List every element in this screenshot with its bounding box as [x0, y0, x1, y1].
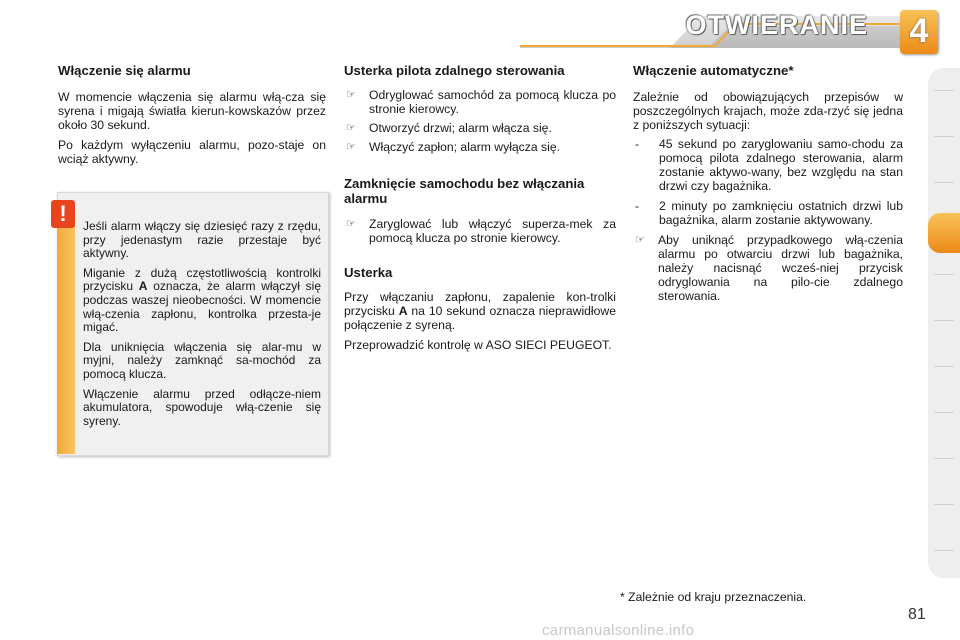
tab-divider	[934, 136, 954, 137]
paragraph: Zależnie od obowiązujących przepisów w poszczególnych krajach, może zda-rzyć się jedna z poniższych sytuacji:	[633, 90, 903, 132]
text-run: oznacza, że alarm włączył się podczas waszej nieobecności. W momencie włą-czenia zapłonu, kontrolka przesta-je migać.	[83, 279, 322, 335]
section-heading: Włączenie automatyczne*	[633, 63, 794, 78]
paragraph: Przeprowadzić kontrolę w ASO SIECI PEUGEOT.	[344, 338, 612, 352]
column-alarm-trigger	[58, 63, 326, 166]
chapter-tabs	[928, 68, 960, 578]
paragraph: W momencie włączenia się alarmu włą-cza się syrena i migają światła kierun-kowskazów przez około 30 sekund.	[58, 90, 326, 132]
warning-paragraph: Dla uniknięcia włączenia się alar-mu w myjni, należy zamknąć sa-mochód za pomocą klucza.	[83, 339, 321, 381]
column-auto-activation	[633, 63, 903, 308]
chapter-number: 4	[909, 12, 929, 50]
text-run: Przy włączaniu zapłonu, zapalenie kon-trolki przycisku	[344, 290, 616, 318]
chapter-badge	[900, 10, 938, 54]
tab-divider	[934, 366, 954, 367]
warning-paragraph: Jeśli alarm włączy się dziesięć razy z rzędu, przy jedenastym razie przestaje być aktywny.	[83, 219, 321, 261]
column-remote-failure	[344, 63, 616, 352]
button-a-label: A	[398, 304, 408, 318]
button-a-label: A	[138, 279, 148, 294]
section-heading: Włączenie się alarmu	[58, 63, 191, 78]
footnote: * Zależnie od kraju przeznaczenia.	[620, 590, 807, 604]
page-number: 81	[908, 606, 926, 623]
hand-pointer-icon: ☞	[346, 218, 356, 230]
dash-marker: -	[635, 199, 640, 213]
paragraph: Po każdym wyłączeniu alarmu, pozo-staje on wciąż aktywny.	[58, 138, 326, 166]
section-heading: Usterka pilota zdalnego sterowania	[344, 63, 565, 78]
section-heading: Zamknięcie samochodu bez włączania alarmu	[344, 176, 585, 206]
text-run: Miganie z dużą częstotliwością kontrolki przycisku	[83, 265, 321, 294]
section-heading: Usterka	[344, 265, 393, 280]
tab-divider	[934, 550, 954, 551]
hand-pointer-icon: ☞	[346, 122, 356, 134]
warning-paragraph: Włączenie alarmu przed odłącze-niem akumulatora, spowoduje włą-czenie się syreny.	[83, 386, 321, 428]
tab-divider	[934, 458, 954, 459]
list-item-text: 45 sekund po zaryglowaniu samo-chodu za pomocą pilota zdalnego sterowania, alarm zostanie aktywo-wany, bez względu na stan drzwi czy bagażnika.	[659, 137, 903, 193]
watermark: carmanualsonline.info	[542, 622, 695, 639]
list-item	[344, 217, 616, 245]
hand-pointer-icon: ☞	[635, 234, 645, 246]
list-item-text: 2 minuty po zamknięciu ostatnich drzwi lub bagażnika, alarm zostanie aktywowany.	[659, 199, 903, 227]
tab-divider	[934, 274, 954, 275]
tab-divider	[934, 504, 954, 505]
list-item	[633, 137, 903, 193]
warning-icon: !	[51, 200, 75, 228]
list-item-text: Zaryglować lub włączyć superza-mek za pomocą klucza po stronie kierowcy.	[369, 217, 616, 245]
tab-divider	[934, 90, 954, 91]
list-item	[344, 140, 616, 154]
hand-pointer-icon: ☞	[346, 141, 356, 153]
list-item-text: Aby uniknąć przypadkowego włą-czenia alarmu po otwarciu drzwi lub bagażnika, należy nacisnąć wcześ-niej przycisk odryglowania na pilo-cie zdalnego sterowania.	[658, 233, 903, 303]
tab-divider	[934, 320, 954, 321]
warning-text	[83, 220, 321, 434]
hand-pointer-icon: ☞	[346, 89, 356, 101]
dash-marker: -	[635, 137, 640, 151]
tab-divider	[934, 412, 954, 413]
tab-divider	[934, 182, 954, 183]
warning-paragraph	[83, 267, 321, 335]
paragraph	[344, 290, 616, 332]
list-item	[344, 121, 616, 135]
list-item-text: Włączyć zapłon; alarm wyłącza się.	[369, 140, 560, 154]
text-run: na 10 sekund oznacza nieprawidłowe połączenie z syreną.	[344, 304, 616, 332]
list-item-text: Odryglować samochód za pomocą klucza po stronie kierowcy.	[369, 88, 616, 116]
active-chapter-tab	[928, 213, 960, 253]
page-title: OTWIERANIE	[685, 10, 868, 40]
list-item-text: Otworzyć drzwi; alarm włącza się.	[369, 121, 552, 135]
list-item	[633, 199, 903, 227]
list-item	[344, 88, 616, 116]
warning-stripe	[57, 210, 75, 454]
list-item	[633, 233, 903, 303]
